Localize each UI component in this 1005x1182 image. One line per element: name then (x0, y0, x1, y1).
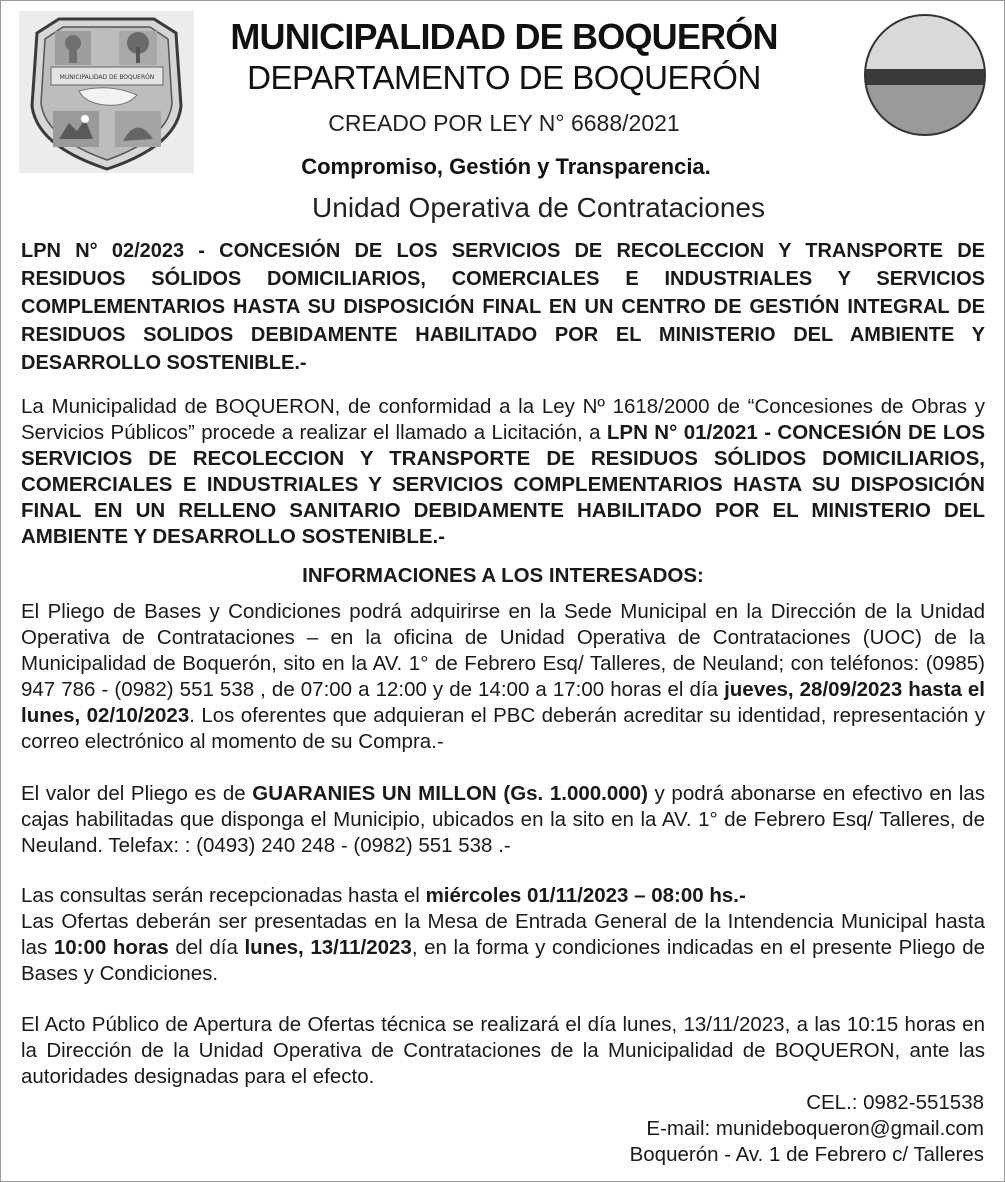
crest-emblem-icon (19, 11, 194, 173)
contact-phone: CEL.: 0982-551538 (806, 1091, 984, 1114)
info-heading: INFORMACIONES A LOS INTERESADOS: (302, 564, 704, 587)
pliego-paragraph (21, 599, 985, 755)
pliego-text-1: El Pliego de Bases y Condiciones podrá adquirirse en la Sede Municipal en la Dirección de la Unidad Operativa de Contrataciones – en la oficina de Unidad Operativa de Contrataciones (UOC) de la Municipalidad de Boquerón, sito en la AV. 1° de Febrero Esq/ Talleres, de Neuland; con teléfonos: (0985) 947 786 - (0982) 551 538 , de 07:00 a 12:00 y de 14:00 a 17:00 horas el día (21, 600, 985, 701)
crest-inscription: MUNICIPALIDAD DE BOQUERÓN (59, 74, 155, 81)
opening-paragraph: El Acto Público de Apertura de Ofertas técnica se realizará el día lunes, 13/11/2023, a las 10:15 horas en la Dirección de la Unidad Operativa de Contrataciones de la Municipalidad de BOQUERON, ante las autoridades designadas para el efecto. (21, 1013, 985, 1088)
tender-title: LPN N° 02/2023 - CONCESIÓN DE LOS SERVICIOS DE RECOLECCION Y TRANSPORTE DE RESIDUOS SÓLIDOS DOMICILIARIOS, COMERCIALES E INDUSTRIALES Y SERVICIOS COMPLEMENTARIOS HASTA SU DISPOSICIÓN FINAL EN UN CENTRO DE GESTIÓN INTEGRAL DE RESIDUOS SOLIDOS DEBIDAMENTE HABILITADO POR EL MINISTERIO DEL AMBIENTE Y DESARROLLO SOSTENIBLE.- (21, 240, 985, 374)
unit-name: Unidad Operativa de Contrataciones (312, 192, 765, 223)
deadlines-paragraph (21, 883, 985, 987)
price-text-2: y podrá abonarse en efectivo en las cajas habilitadas que disponga el Municipio, ubicados en la sito en la AV. 1° de Febrero Esq/ Talleres, de Neuland. Telefax: : (0493) 240 248 - (0982) 551 538 .- (21, 782, 985, 857)
pliego-text-2: . Los oferentes que adquieran el PBC deberán acreditar su identidad, representación y correo electrónico al momento de su Compra.- (21, 704, 985, 753)
offers-hour: 10:00 horas (53, 936, 169, 959)
contact-address: Boquerón - Av. 1 de Febrero c/ Talleres (629, 1143, 984, 1166)
flag-circle-icon (863, 13, 987, 137)
offers-text-1: Las Ofertas deberán ser presentadas en la Mesa de Entrada General de la Intendencia Municipal hasta las (21, 910, 985, 959)
queries-text: Las consultas serán recepcionadas hasta el (21, 884, 426, 907)
municipal-crest-logo (19, 11, 194, 173)
price-paragraph (21, 781, 985, 859)
price-text-1: El valor del Pliego es de (21, 782, 253, 805)
department-subtitle: DEPARTAMENTO DE BOQUERÓN (247, 59, 761, 96)
motto: Compromiso, Gestión y Transparencia. (301, 154, 711, 179)
offers-text-2: del día (168, 936, 245, 959)
price-amount: GUARANIES UN MILLON (Gs. 1.000.000) (252, 782, 648, 805)
municipality-title: MUNICIPALIDAD DE BOQUERÓN (230, 16, 778, 57)
pliego-sale-dates: jueves, 28/09/2023 hasta el lunes, 02/10/2023 (21, 678, 986, 727)
intro-paragraph (21, 394, 985, 550)
creation-law: CREADO POR LEY N° 6688/2021 (328, 110, 680, 136)
contact-block (630, 1090, 984, 1168)
intro-text: La Municipalidad de BOQUERON, de conformidad a la Ley Nº 1618/2000 de “Concesiones de Obras y Servicios Públicos” procede a realizar el llamado a Licitación, a (21, 395, 985, 444)
offers-date: lunes, 13/11/2023 (244, 936, 412, 959)
queries-deadline: miércoles 01/11/2023 – 08:00 hs.- (425, 884, 746, 907)
contact-email: E-mail: munideboqueron@gmail.com (646, 1117, 984, 1140)
offers-text-3: , en la forma y condiciones indicadas en el presente Pliego de Bases y Condiciones. (21, 936, 986, 985)
department-flag-logo (863, 13, 987, 137)
intro-tender-reference: LPN N° 01/2021 - CONCESIÓN DE LOS SERVICIOS DE RECOLECCION Y TRANSPORTE DE RESIDUOS SÓLIDOS DOMICILIARIOS, COMERCIALES E INDUSTRIALES Y SERVICIOS COMPLEMENTARIOS HASTA SU DISPOSICIÓN FINAL EN UN RELLENO SANITARIO DEBIDAMENTE HABILITADO POR EL MINISTERIO DEL AMBIENTE Y DESARROLLO SOSTENIBLE.- (21, 421, 985, 548)
